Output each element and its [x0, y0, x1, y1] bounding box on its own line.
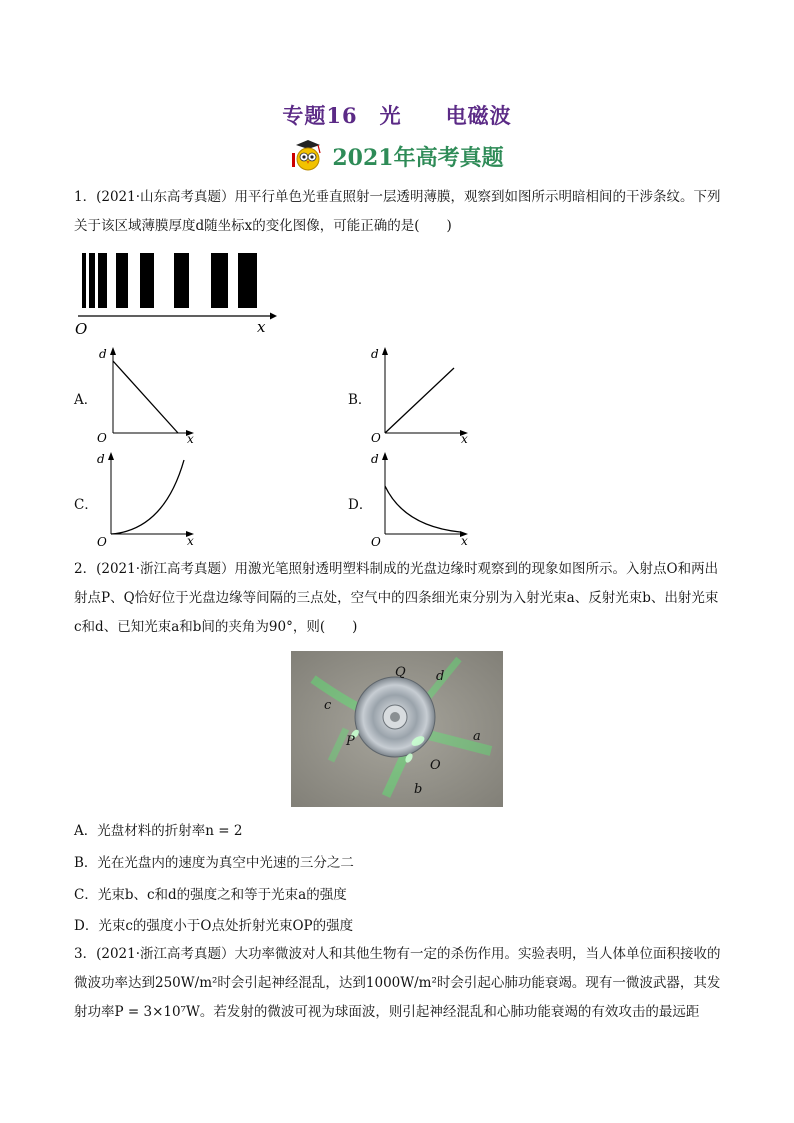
label-b: b	[414, 782, 423, 797]
fringe	[174, 253, 189, 308]
question-3-text: 3．(2021·浙江高考真题）大功率微波对人和其他生物有一定的杀伤作用。实验表明，当人体单位面积接收的微波功率达到250W/m²时会引起神经混乱，达到1000W/m²时会引起心肺功能衰竭。现有一微波武器，其发射功率P = 3×10⁷W。若发射的微波可视为球面波，则引起神经混乱和心肺功能衰竭的有效攻击的最远距	[74, 946, 721, 1020]
cd-laser-photo	[291, 651, 503, 807]
svg-text:O: O	[97, 535, 107, 549]
label-O: O	[430, 758, 441, 773]
label-c: c	[324, 698, 332, 713]
owl-mascot-icon	[290, 139, 326, 173]
fringe	[238, 253, 257, 308]
svg-text:d: d	[99, 347, 107, 361]
fringe	[140, 253, 154, 308]
fringe	[211, 253, 228, 308]
x-axis-arrow	[270, 313, 277, 320]
q2-option-d[interactable]: D．光束c的强度小于O点处折射光束OP的强度	[74, 918, 354, 934]
x-axis-label: x	[257, 318, 266, 336]
question-2-text: 2．(2021·浙江高考真题）用激光笔照射透明塑料制成的光盘边缘时观察到的现象如图所示。入射点O和两出射点P、Q恰好位于光盘边缘等间隔的三点处，空气中的四条细光束分别为入射光束a、反射光束b、出射光束c和d、已知光束a和b间的夹角为90°，则( )	[74, 561, 719, 635]
fringe	[82, 253, 86, 308]
curve	[385, 368, 454, 433]
option-d-graph	[366, 448, 476, 550]
interference-fringe-figure	[70, 246, 285, 336]
svg-text:O: O	[97, 431, 107, 443]
option-a-graph	[92, 343, 202, 443]
page-title: 专题16 光 电磁波	[282, 103, 512, 128]
origin-label: O	[75, 320, 88, 336]
fringe	[98, 253, 107, 308]
question-1-text: 1．(2021·山东高考真题）用平行单色光垂直照射一层透明薄膜，观察到如图所示明暗相间的干涉条纹。下列关于该区域薄膜厚度d随坐标x的变化图像，可能正确的是( )	[74, 189, 721, 234]
svg-text:x: x	[461, 432, 468, 443]
option-c-graph	[92, 448, 202, 550]
curve	[113, 361, 178, 433]
option-a-label[interactable]: A．	[74, 392, 98, 408]
option-c-label[interactable]: C．	[74, 497, 98, 513]
svg-text:O: O	[371, 431, 381, 443]
option-b-graph	[366, 343, 476, 443]
fringe-stripes	[82, 253, 257, 308]
curve	[111, 460, 184, 534]
curve	[385, 486, 460, 532]
fringe	[89, 253, 95, 308]
svg-text:d: d	[97, 452, 105, 466]
svg-text:x: x	[187, 432, 194, 443]
option-d-label[interactable]: D．	[348, 497, 373, 513]
svg-text:O: O	[371, 535, 381, 549]
svg-text:x: x	[187, 534, 194, 548]
subtitle-row	[0, 138, 794, 174]
label-d: d	[436, 669, 445, 684]
label-a: a	[473, 729, 481, 744]
svg-text:d: d	[371, 452, 379, 466]
label-Q: Q	[395, 665, 406, 680]
q2-option-b[interactable]: B．光在光盘内的速度为真空中光速的三分之二	[74, 855, 354, 871]
fringe	[116, 253, 128, 308]
svg-text:d: d	[371, 347, 379, 361]
q2-option-c[interactable]: C．光束b、c和d的强度之和等于光束a的强度	[74, 887, 347, 903]
q2-option-a[interactable]: A．光盘材料的折射率n = 2	[74, 823, 243, 839]
svg-text:x: x	[461, 534, 468, 548]
option-b-label[interactable]: B．	[348, 392, 372, 408]
label-P: P	[346, 734, 355, 749]
page-subtitle: 2021年高考真题	[332, 144, 504, 171]
